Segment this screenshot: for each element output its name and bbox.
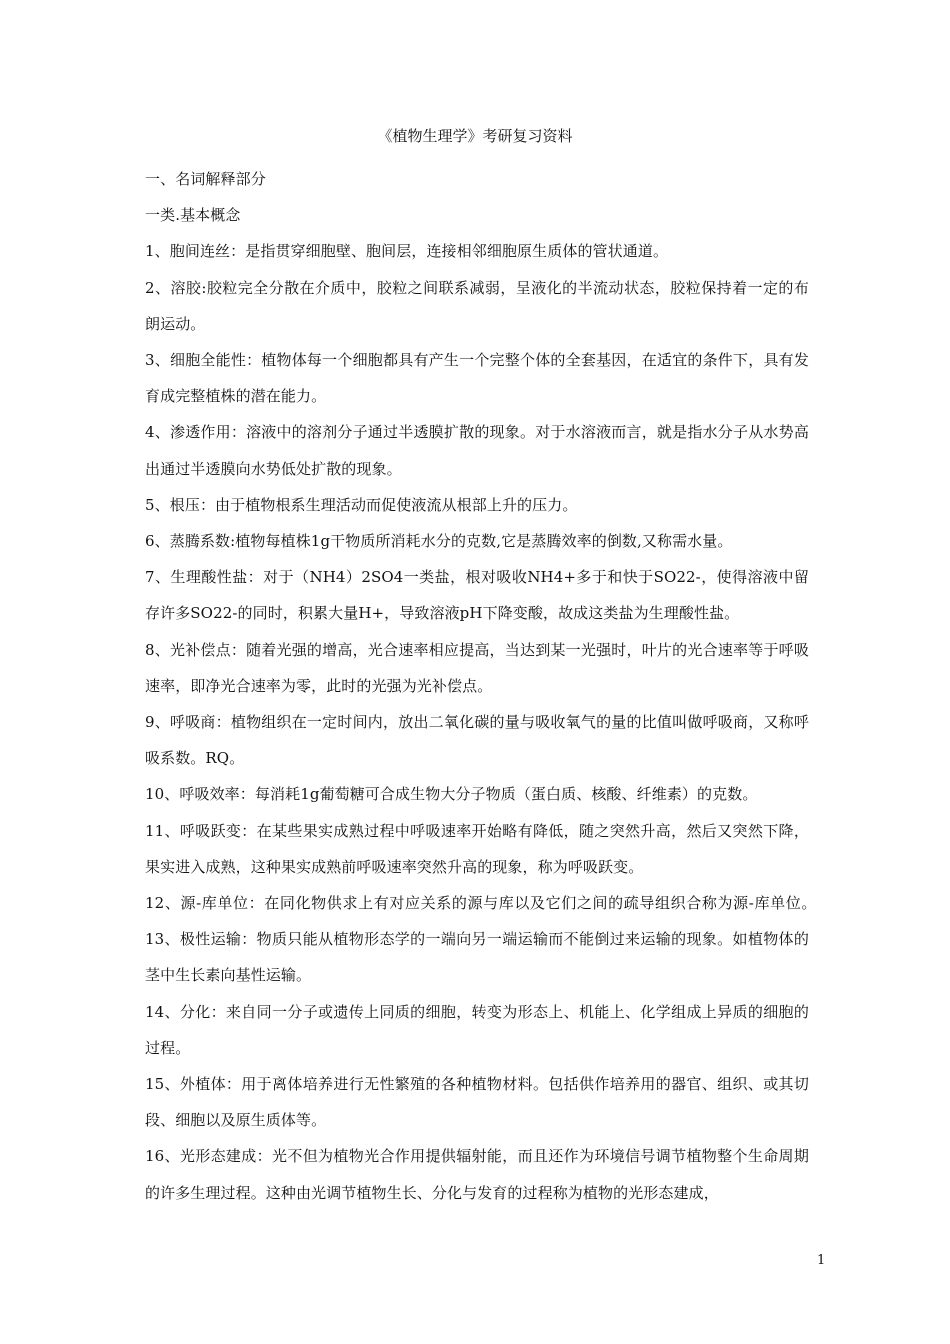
- paragraph-10: 10、呼吸效率：每消耗1g葡萄糖可合成生物大分子物质（蛋白质、核酸、纤维素）的克数。: [145, 785, 758, 804]
- paragraph-12: 12、源-库单位：在同化物供求上有对应关系的源与库以及它们之间的疏导组织合称为源-库单位。 13、极性运输：物质只能从植物形态学的一端向另一端运输而不能倒过来运输的现象。如植物体的茎中生长素向基性运输。: [145, 894, 825, 985]
- paragraph-7: 7、生理酸性盐：对于（NH4）2SO4一类盐，根对吸收NH4+多于和快于SO22-，使得溶液中留存许多SO22-的同时，积累大量H+，导致溶液pH下降变酸，故成这类盐为生理酸性盐。: [145, 568, 809, 623]
- paragraph-4: 4、渗透作用：溶液中的溶剂分子通过半透膜扩散的现象。对于水溶液而言，就是指水分子从水势高出通过半透膜向水势低处扩散的现象。: [145, 423, 809, 478]
- paragraph-2: 2、溶胶:胶粒完全分散在介质中，胶粒之间联系减弱，呈液化的半流动状态，胶粒保持着一定的布朗运动。: [145, 278, 809, 333]
- paragraph-15: 15、外植体：用于离体培养进行无性繁殖的各种植物材料。包括供作培养用的器官、组织、或其切段、细胞以及原生质体等。: [145, 1075, 809, 1130]
- paragraph-9: 9、呼吸商：植物组织在一定时间内，放出二氧化碳的量与吸收氧气的量的比值叫做呼吸商，又称呼吸系数。RQ。: [145, 713, 809, 768]
- section-heading: 一、名词解释部分: [145, 170, 266, 188]
- document-title: 《植物生理学》考研复习资料: [377, 127, 573, 145]
- paragraph-16: 16、光形态建成：光不但为植物光合作用提供辐射能，而且还作为环境信号调节植物整个生命周期的许多生理过程。这种由光调节植物生长、分化与发育的过程称为植物的光形态建成，: [145, 1147, 809, 1202]
- subsection-heading: 一类.基本概念: [145, 206, 241, 225]
- page-number: 1: [817, 1253, 826, 1268]
- paragraph-5: 5、根压：由于植物根系生理活动而促使液流从根部上升的压力。: [145, 495, 578, 514]
- paragraph-8: 8、光补偿点：随着光强的增高，光合速率相应提高，当达到某一光强时，叶片的光合速率等于呼吸速率，即净光合速率为零，此时的光强为光补偿点。: [145, 640, 809, 695]
- paragraph-14: 14、分化：来自同一分子或遗传上同质的细胞，转变为形态上、机能上、化学组成上异质的细胞的过程。: [145, 1002, 809, 1057]
- paragraph-3: 3、细胞全能性：植物体每一个细胞都具有产生一个完整个体的全套基因，在适宜的条件下，具有发育成完整植株的潜在能力。: [145, 351, 809, 406]
- paragraph-1: 1、胞间连丝：是指贯穿细胞壁、胞间层，连接相邻细胞原生质体的管状通道。: [145, 242, 669, 261]
- paragraph-6: 6、蒸腾系数:植物每植株1g干物质所消耗水分的克数,它是蒸腾效率的倒数,又称需水量。: [145, 532, 733, 551]
- document-body: [145, 161, 825, 1211]
- paragraph-11: 11、呼吸跃变：在某些果实成熟过程中呼吸速率开始略有降低，随之突然升高，然后又突然下降，果实进入成熟，这种果实成熟前呼吸速率突然升高的现象，称为呼吸跃变。: [145, 821, 809, 876]
